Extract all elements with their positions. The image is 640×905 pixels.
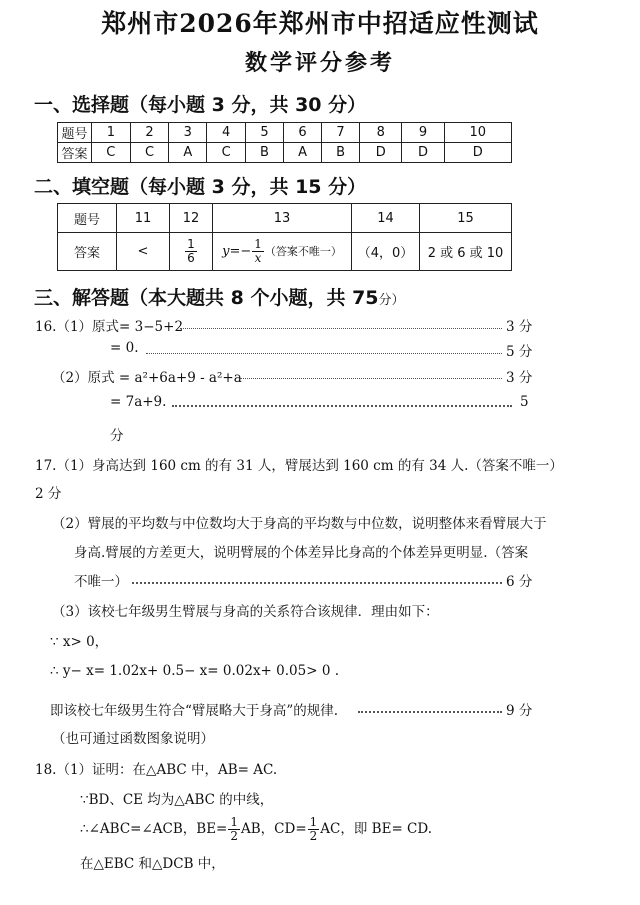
answer-cell [170,233,213,271]
score: 3 分 [506,319,533,335]
section2-heading: 二、填空题（每小题 3 分，共 15 分） [34,176,367,198]
answer-cell: C [130,143,169,163]
answer-cell: 2 或 6 或 10 [420,233,512,271]
table-row-label: 答案 [58,233,117,271]
question-number: 3 [169,123,207,143]
table-row-label: 答案 [58,143,92,163]
document-title: 郑州市2026年郑州市中招适应性测试 [101,9,539,38]
answer-cell: < [117,233,170,271]
leader-dots [180,328,502,329]
score: 6 分 [506,574,533,590]
score: 5 分 [506,344,533,360]
q18-line: 18.（1）证明：在△ABC 中，AB= AC. [35,762,278,778]
answer-cell: B [322,143,360,163]
leader-dots [146,353,502,354]
score: 9 分 [506,703,533,719]
q16-line: 16.（1）原式= 3−5+2 [35,319,184,335]
choice-answer-table [57,122,512,163]
answer-cell: D [444,143,511,163]
leader-dots [132,582,502,584]
q18-line: ∴∠ABC=∠ACB，BE= $\frac{1}{2}$ AB，CD= $\frac{1}{2}$ AC，即 BE= CD. [80,815,433,843]
q18-line: ∵BD、CE 均为△ABC 的中线， [80,792,274,808]
question-number: 5 [245,123,283,143]
q17-line: （3）该校七年级男生臂展与身高的关系符合该规律．理由如下： [52,604,439,620]
q16-line: = 7a+9. [110,394,167,410]
answer-cell: （4，0） [352,233,420,271]
question-number: 8 [360,123,402,143]
question-number: 13 [213,204,352,233]
q17-line: （也可通过函数图象说明） [52,731,214,747]
score: 3 分 [506,370,533,386]
q16-line: = 0. [110,340,139,356]
answer-cell: y=− $\frac{1}{x}$（答案不唯一） [213,233,352,271]
question-number: 12 [170,204,213,233]
leader-dots [240,378,502,379]
question-number: 14 [352,204,420,233]
fraction: $\frac{1}{x}$ [254,237,262,265]
q17-line: ∴ y− x= 1.02x+ 0.5− x= 0.02x+ 0.05> 0 . [50,663,339,679]
question-number: 2 [130,123,169,143]
score: 2 分 [35,486,62,502]
answer-cell: A [284,143,322,163]
question-number: 10 [444,123,511,143]
q16-line: （2）原式 = a²+6a+9 - a²+a [52,370,242,386]
q17-line: 不唯一） [74,574,128,590]
table-row-label: 题号 [58,204,117,233]
q17-line: ∵ x> 0， [50,634,109,650]
leader-dots [172,405,512,407]
q18-line: 在△EBC 和△DCB 中， [80,856,225,872]
question-number: 7 [322,123,360,143]
question-number: 15 [420,204,512,233]
fraction: $\frac{1}{6}$ [187,237,195,265]
fraction: $\frac{1}{2}$ [230,815,239,843]
document-subtitle: 数学评分参考 [244,50,395,76]
q17-line: 身高.臂展的方差更大，说明臂展的个体差异比身高的个体差异更明显.（答案 [74,545,529,561]
question-number: 11 [117,204,170,233]
answer-cell: C [207,143,246,163]
score: 5 [520,394,529,410]
answer-cell: D [402,143,444,163]
q16-line: 分 [110,428,124,444]
q17-line: 17.（1）身高达到 160 cm 的有 31 人，臂展达到 160 cm 的有 34 人.（答案不唯一） [35,458,563,474]
section1-heading: 一、选择题（每小题 3 分，共 30 分） [34,94,367,116]
question-number: 9 [402,123,444,143]
table-row-label: 题号 [58,123,92,143]
answer-cell: A [169,143,207,163]
q17-line: 即该校七年级男生符合“臂展略大于身高”的规律. [50,703,339,719]
fraction: $\frac{1}{2}$ [309,815,318,843]
section3-heading: 三、解答题（本大题共 8 个小题，共 75分） [34,287,405,309]
answer-cell: C [92,143,131,163]
leader-dots [358,711,502,713]
q17-line: （2）臂展的平均数与中位数均大于身高的平均数与中位数，说明整体来看臂展大于 [52,516,547,532]
answer-cell: B [245,143,283,163]
question-number: 4 [207,123,246,143]
question-number: 1 [92,123,131,143]
answer-cell: D [360,143,402,163]
question-number: 6 [284,123,322,143]
fill-answer-table [57,203,512,271]
